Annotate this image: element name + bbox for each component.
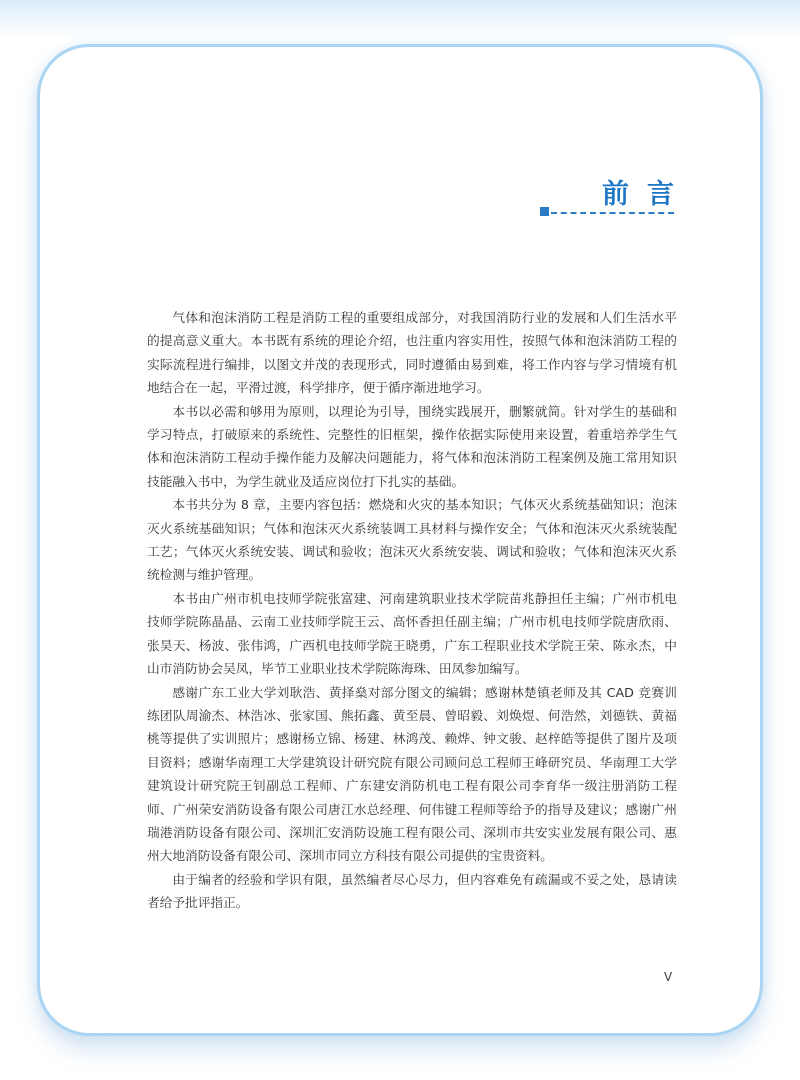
page-number: V bbox=[664, 970, 673, 984]
paragraph: 气体和泡沫消防工程是消防工程的重要组成部分，对我国消防行业的发展和人们生活水平的提高意义重大。本书既有系统的理论介绍，也注重内容实用性，按照气体和泡沫消防工程的实际流程进行编排，以图文并茂的表现形式，同时遵循由易到难，将工作内容与学习情境有机地结合在一起，平滑过渡，科学排序，便于循序渐进地学习。 bbox=[147, 310, 677, 396]
paragraph: 感谢广东工业大学刘耿浩、黄择燊对部分图文的编辑；感谢林楚镇老师及其 CAD 竞赛训练团队周渝杰、林浩冰、张家国、熊拓鑫、黄至晨、曾昭毅、刘焕煜、何浩然，刘德铁、黄福桃等提供了实训照片；感谢杨立锦、杨建、林鸿茂、赖烨、钟文骏、赵梓皓等提供了图片及项目资料；感谢华南理工大学建筑设计研究院有限公司顾问总工程师王峰研究员、华南理工大学建筑设计研究院王钊副总工程师、广东建安消防机电工程有限公司李育华一级注册消防工程师、广州荣安消防设备有限公司唐江水总经理、何伟键工程师等给予的指导及建议；感谢广州瑞港消防设备有限公司、深圳汇安消防设施工程有限公司、深圳市共安实业发展有限公司、惠州大地消防设备有限公司、深圳市同立方科技有限公司提供的宝贵资料。 bbox=[147, 684, 677, 864]
paragraph: 本书由广州市机电技师学院张富建、河南建筑职业技术学院苗兆静担任主编；广州市机电技师学院陈晶晶、云南工业技师学院王云、高怀香担任副主编；广州市机电技师学院唐欣雨、张昊天、杨波、张伟鸿，广西机电技师学院王晓勇，广东工程职业技术学院王荣、陈永杰，中山市消防协会吴凤，毕节工业职业技术学院陈海珠、田凤参加编写。 bbox=[147, 590, 677, 677]
preface-body bbox=[147, 306, 677, 915]
paragraph: 由于编者的经验和学识有限，虽然编者尽心尽力，但内容难免有疏漏或不妥之处，恳请读者给予批评指正。 bbox=[147, 871, 677, 911]
title-square-marker bbox=[540, 207, 549, 216]
page-heading bbox=[540, 172, 692, 222]
top-background-glow bbox=[0, 0, 800, 40]
page-title: 前言 bbox=[602, 179, 692, 210]
title-dashed-underline bbox=[551, 212, 674, 214]
paragraph: 本书共分为 8 章，主要内容包括：燃烧和火灾的基本知识；气体灭火系统基础知识；泡沫灭火系统基础知识；气体和泡沫灭火系统装调工具材料与操作安全；气体和泡沫灭火系统装配工艺；气体灭火系统安装、调试和验收；泡沫灭火系统安装、调试和验收；气体和泡沫灭火系统检测与维护管理。 bbox=[147, 497, 677, 583]
paragraph: 本书以必需和够用为原则，以理论为引导，围绕实践展开，删繁就简。针对学生的基础和学习特点，打破原来的系统性、完整性的旧框架，操作依据实际使用来设置，着重培养学生气体和泡沫消防工程动手操作能力及解决问题能力，将气体和泡沫消防工程案例及施工常用知识技能融入书中，为学生就业及适应岗位打下扎实的基础。 bbox=[147, 403, 677, 489]
